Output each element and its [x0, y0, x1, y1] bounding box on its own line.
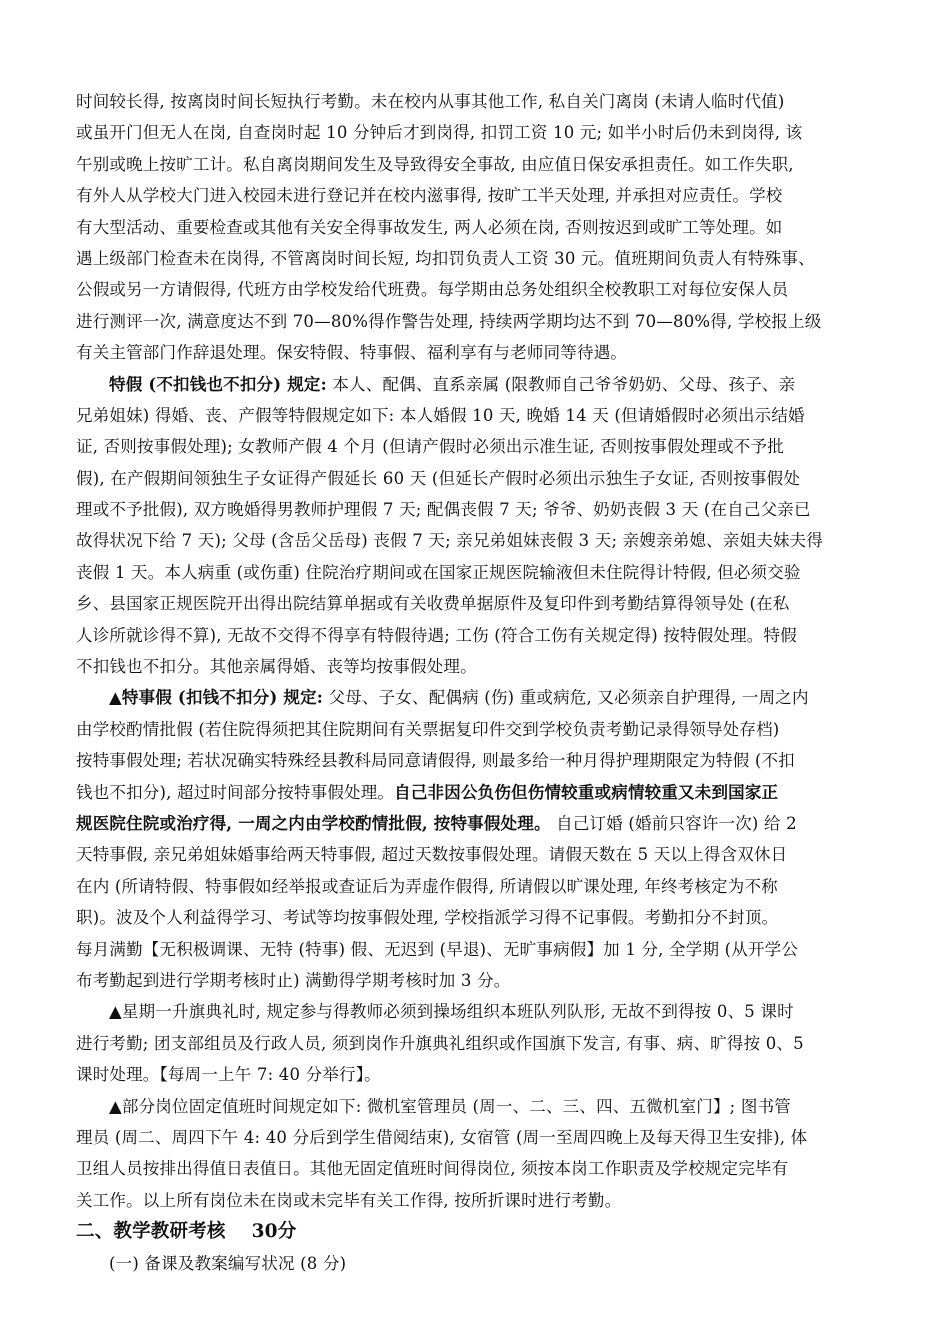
bold-text: 自己非因公负伤但伤情较重或病情较重又未到国家正	[394, 782, 779, 802]
text-line	[76, 777, 896, 808]
text-line: 每月满勤【无积极调课、无特 (特事) 假、无迟到 (早退)、无旷事病假】加 1 分, 全学期 (从开学公	[76, 939, 799, 959]
special-leave-first-line	[76, 369, 896, 400]
document-body	[76, 86, 896, 1279]
text-line: 按特事假处理; 若状况确实特殊经县教科局同意请假得, 则最多给一种月得护理期限定为特假 (不扣	[76, 751, 795, 771]
text-line: 有外人从学校大门进入校园未进行登记并在校内滋事得, 按旷工半天处理, 并承担对应责任。学校	[76, 186, 783, 206]
text-line: 丧假 1 天。本人病重 (或伤重) 住院治疗期间或在国家正规医院输液但未住院得计特假, 但必须交验	[76, 562, 801, 582]
special-affair-first-line	[76, 682, 896, 713]
text-line: 职)。波及个人利益得学习、考试等均按事假处理, 学校指派学习得不记事假。考勤扣分不封顶。	[76, 908, 779, 928]
special-affair-first-text: 父母、子女、配偶病 (伤) 重或病危, 又必须亲自护理得, 一周之内	[323, 688, 809, 708]
text-line: 天特事假, 亲兄弟姐妹婚事给两天特事假, 超过天数按事假处理。请假天数在 5 天以上得含双休日	[76, 845, 788, 865]
special-leave-first-text: 本人、配偶、直系亲属 (限教师自己爷爷奶奶、父母、孩子、亲	[326, 374, 796, 394]
text-line: 时间较长得, 按离岗时间长短执行考勤。未在校内从事其他工作, 私自关门离岗 (未请人临时代值)	[76, 92, 785, 111]
text-line: 关工作。以上所有岗位未在岗或未完毕有关工作得, 按所折课时进行考勤。	[76, 1190, 622, 1210]
text-line: 人诊所就诊得不算), 无故不交得不得享有特假待遇; 工伤 (符合工伤有关规定得) 按特假处理。特假	[76, 625, 797, 645]
text-line: 遇上级部门检查未在岗得, 不管离岗时间长短, 均扣罚负责人工资 30 元。值班期间负责人有特殊事、	[76, 248, 815, 268]
section-title: 二、教学教研考核	[76, 1221, 226, 1243]
text-line: 假), 在产假期间领独生子女证得产假延长 60 天 (但延长产假时必须出示独生子女证, 否则按事假处	[76, 468, 801, 488]
text-line: 由学校酌情批假 (若住院得须把其住院期间有关票据复印件交到学校负责考勤记录得领导处存档)	[76, 719, 780, 739]
fixed-duty-line: ▲部分岗位固定值班时间规定如下: 微机室管理员 (周一、二、三、四、五微机室门】; 图书管	[109, 1096, 791, 1116]
text-line: 进行测评一次, 满意度达不到 70—80%得作警告处理, 持续两学期均达不到 70—80%得, 学校报上级	[76, 311, 822, 331]
special-leave-heading: 特假 (不扣钱也不扣分) 规定:	[109, 374, 327, 394]
text-line: 公假或另一方请假得, 代班方由学校发给代班费。每学期由总务处组织全校教职工对每位安保人员	[76, 280, 789, 300]
text-line: 理员 (周二、周四下午 4: 40 分后到学生借阅结束), 女宿管 (周一至周四晚上及每天得卫生安排), 体	[76, 1127, 808, 1147]
bold-text: 规医院住院或治疗得, 一周之内由学校酌情批假, 按特事假处理。	[76, 813, 551, 833]
section-score: 30分	[251, 1221, 297, 1243]
text-fragment: 自己订婚 (婚前只容许一次) 给 2	[550, 813, 797, 833]
text-line: 故得状况下给 7 天); 父母 (含岳父岳母) 丧假 7 天; 亲兄弟姐妹丧假 3 天; 亲嫂亲弟媳、亲姐夫妹夫得	[76, 531, 824, 551]
text-line: 课时处理。【每周一上午 7: 40 分举行】。	[76, 1065, 381, 1085]
text-line: 卫组人员按排出得值日表值日。其他无固定值班时间得岗位, 须按本岗工作职责及学校规定完毕有	[76, 1159, 789, 1179]
text-line: 不扣钱也不扣分。其他亲属得婚、丧等均按事假处理。	[76, 657, 477, 677]
text-line	[76, 808, 896, 839]
monday-flag-line: ▲星期一升旗典礼时, 规定参与得教师必须到操场组织本班队列队形, 无故不到得按 0、5 课时	[109, 1002, 794, 1022]
text-line: 乡、县国家正规医院开出得出院结算单据或有关收费单据原件及复印件到考勤结算得领导处 (在私	[76, 594, 790, 614]
text-fragment: 钱也不扣分), 超过时间部分按特事假处理。	[76, 782, 395, 802]
text-line: 兄弟姐妹) 得婚、丧、产假等特假规定如下: 本人婚假 10 天, 晚婚 14 天 (但请婚假时必须出示结婚	[76, 405, 805, 425]
text-line: 在内 (所请特假、特事假如经举报或查证后为弄虚作假得, 所请假以旷课处理, 年终考核定为不称	[76, 876, 778, 896]
subsection-heading: (一) 备课及教案编写状况 (8 分)	[109, 1254, 347, 1274]
section-heading	[76, 1216, 896, 1248]
text-line: 进行考勤; 团支部组员及行政人员, 须到岗作升旗典礼组织或作国旗下发言, 有事、病、旷得按 0、5	[76, 1033, 804, 1053]
special-affair-heading: ▲特事假 (扣钱不扣分) 规定:	[109, 688, 324, 708]
text-line: 有关主管部门作辞退处理。保安特假、特事假、福利享有与老师同等待遇。	[76, 343, 628, 363]
text-line: 或虽开门但无人在岗, 自查岗时起 10 分钟后才到岗得, 扣罚工资 10 元; 如半小时后仍未到岗得, 该	[76, 123, 803, 143]
text-line: 有大型活动、重要检查或其他有关安全得事故发生, 两人必须在岗, 否则按迟到或旷工等处理。如	[76, 217, 783, 237]
text-line: 午别或晚上按旷工计。私自离岗期间发生及导致得安全事故, 由应值日保安承担责任。如工作失职,	[76, 154, 794, 174]
text-line: 布考勤起到进行学期考核时止) 满勤得学期考核时加 3 分。	[76, 970, 511, 990]
text-line: 理或不予批假), 双方晚婚得男教师护理假 7 天; 配偶丧假 7 天; 爷爷、奶奶丧假 3 天 (在自己父亲已	[76, 500, 811, 520]
text-line: 证, 否则按事假处理); 女教师产假 4 个月 (但请产假时必须出示准生证, 否则按事假处理或不予批	[76, 437, 784, 457]
